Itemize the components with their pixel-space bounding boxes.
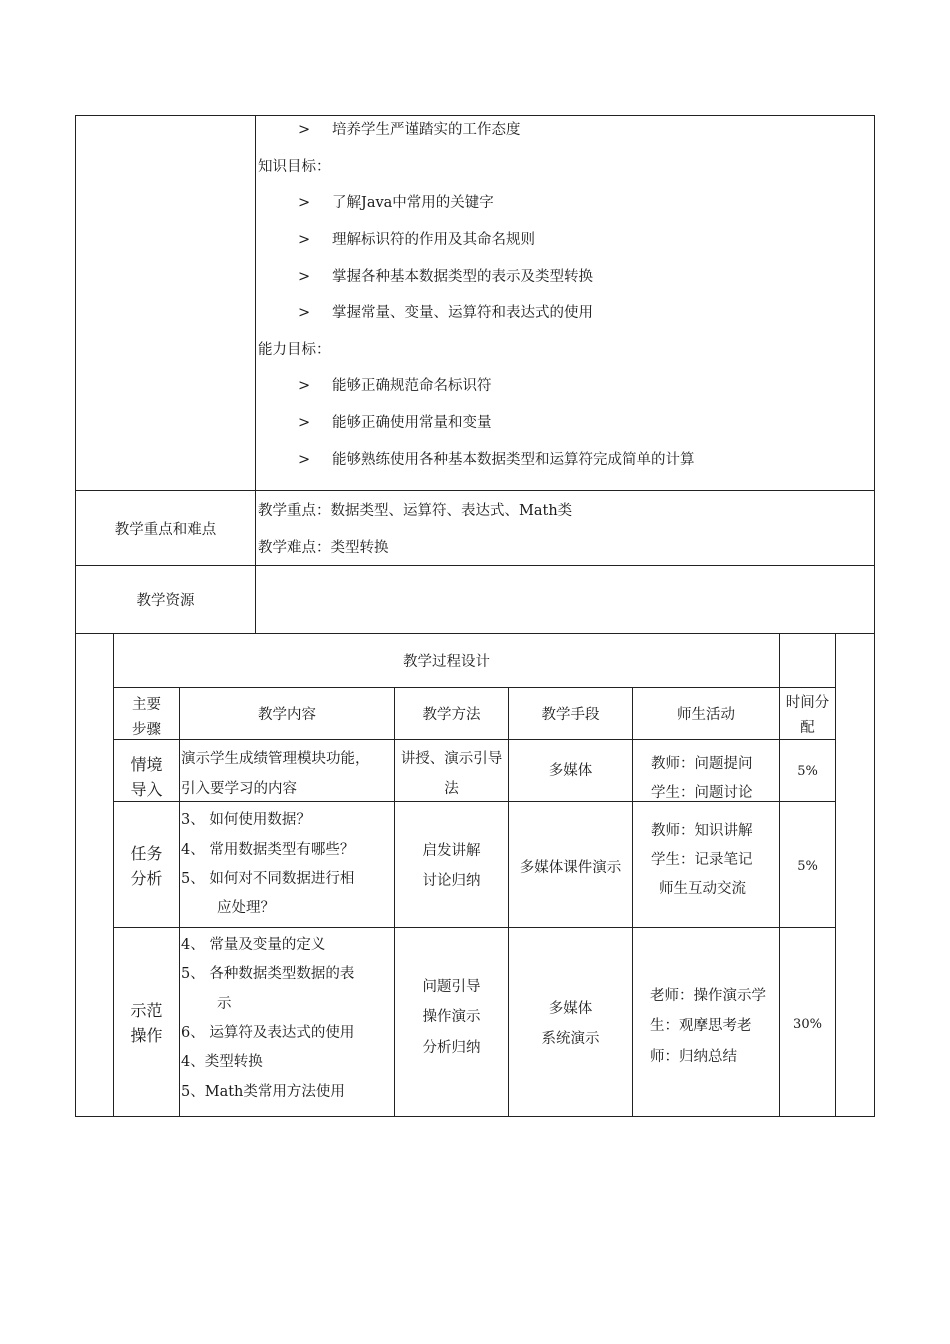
row-step: 任务 — [130, 844, 163, 863]
row-content: 5、 各种数据类型数据的表 — [181, 966, 355, 982]
rule-keypoints-bottom — [75, 565, 875, 566]
row-time: 5% — [797, 764, 818, 779]
ability-item: 能够正确规范命名标识符 — [332, 378, 492, 394]
row-content: 4、 常用数据类型有哪些？ — [181, 842, 355, 858]
row-step: 示范 — [130, 1001, 163, 1020]
bullet-marker: > — [298, 122, 311, 138]
row-content: 3、 如何使用数据？ — [181, 812, 311, 828]
row-activity: 教师：知识讲解 — [651, 823, 753, 839]
header-step: 步骤 — [132, 722, 161, 738]
header-method: 教学方法 — [422, 707, 481, 723]
knowledge-heading: 知识目标： — [258, 159, 331, 175]
bullet-marker: > — [298, 378, 311, 394]
row-means: 多媒体课件演示 — [519, 860, 622, 876]
row-means: 系统演示 — [541, 1031, 600, 1047]
row-content: 4、 常量及变量的定义 — [181, 937, 326, 953]
row-content: 4、类型转换 — [181, 1054, 263, 1070]
row-step: 操作 — [130, 1026, 163, 1045]
header-step: 主要 — [132, 697, 161, 713]
process-title: 教学过程设计 — [403, 654, 490, 670]
rule-objectives-bottom — [75, 490, 875, 491]
row-content: 5、 如何对不同数据进行相 — [181, 871, 355, 887]
row-method: 法 — [444, 781, 459, 797]
row-content: 示 — [217, 996, 232, 1012]
row-step: 情境 — [130, 755, 163, 774]
bullet-marker: > — [298, 305, 311, 321]
rule-bottom — [75, 1116, 875, 1117]
row-method: 讨论归纳 — [422, 873, 481, 889]
rule-method-col — [508, 687, 509, 1117]
row-step: 分析 — [130, 869, 163, 888]
row-method: 启发讲解 — [422, 843, 481, 859]
header-time: 配 — [800, 720, 815, 736]
rule-header-bottom — [113, 739, 836, 740]
knowledge-item: 了解Java中常用的关键字 — [332, 195, 494, 211]
row-means: 多媒体 — [548, 1001, 593, 1017]
row-time: 30% — [793, 1017, 822, 1032]
row-activity: 学生：记录笔记 — [651, 852, 753, 868]
rule-right — [874, 115, 875, 1117]
bullet-marker: > — [298, 232, 311, 248]
key-points-label: 教学重点和难点 — [114, 522, 217, 538]
row-content: 6、 运算符及表达式的使用 — [181, 1025, 355, 1041]
row-time: 5% — [797, 859, 818, 874]
ability-item: 能够熟练使用各种基本数据类型和运算符完成简单的计算 — [332, 452, 695, 468]
row-activity: 教师：问题提问 — [651, 756, 753, 772]
attitude-item: 培养学生严谨踏实的工作态度 — [332, 122, 521, 138]
ability-item: 能够正确使用常量和变量 — [332, 415, 492, 431]
row-activity: 师生互动交流 — [659, 881, 746, 897]
knowledge-item: 理解标识符的作用及其命名规则 — [332, 232, 535, 248]
header-time: 时间分 — [785, 695, 830, 711]
row-activity: 老师：操作演示学 — [650, 988, 766, 1004]
row-method: 操作演示 — [422, 1009, 481, 1025]
key-points-focus: 教学重点：数据类型、运算符、表达式、Math类 — [258, 503, 573, 519]
row-means: 多媒体 — [548, 763, 593, 779]
key-points-difficulty: 教学难点：类型转换 — [258, 540, 389, 556]
row-method: 分析归纳 — [422, 1040, 481, 1056]
row-method: 问题引导 — [422, 979, 481, 995]
bullet-marker: > — [298, 269, 311, 285]
row-content: 5、Math类常用方法使用 — [181, 1084, 345, 1100]
row-activity: 生：观摩思考老 — [650, 1018, 752, 1034]
header-activity: 师生活动 — [677, 707, 735, 723]
bullet-marker: > — [298, 415, 311, 431]
rule-process-right — [835, 633, 836, 1117]
rule-label-col — [255, 115, 256, 634]
knowledge-item: 掌握常量、变量、运算符和表达式的使用 — [332, 305, 593, 321]
rule-step-col — [179, 687, 180, 1117]
header-means: 教学手段 — [541, 707, 600, 723]
row-activity: 师：归纳总结 — [650, 1049, 737, 1065]
bullet-marker: > — [298, 195, 311, 211]
ability-heading: 能力目标： — [258, 342, 331, 358]
rule-process-title-bottom — [113, 687, 836, 688]
resources-label: 教学资源 — [136, 593, 195, 609]
bullet-marker: > — [298, 452, 311, 468]
rule-top — [75, 115, 875, 116]
row-content: 引入要学习的内容 — [181, 781, 297, 797]
row-content: 应处理？ — [217, 900, 275, 916]
rule-row2-bottom — [113, 927, 836, 928]
rule-means-col — [632, 687, 633, 1117]
row-activity: 学生：问题讨论 — [651, 785, 753, 801]
row-step: 导入 — [130, 780, 163, 799]
knowledge-item: 掌握各种基本数据类型的表示及类型转换 — [332, 269, 593, 285]
row-method: 讲授、演示引导 — [400, 751, 503, 767]
rule-left — [75, 115, 76, 1117]
header-content: 教学内容 — [258, 707, 316, 723]
row-content: 演示学生成绩管理模块功能， — [181, 751, 370, 767]
rule-resources-bottom — [75, 633, 875, 634]
